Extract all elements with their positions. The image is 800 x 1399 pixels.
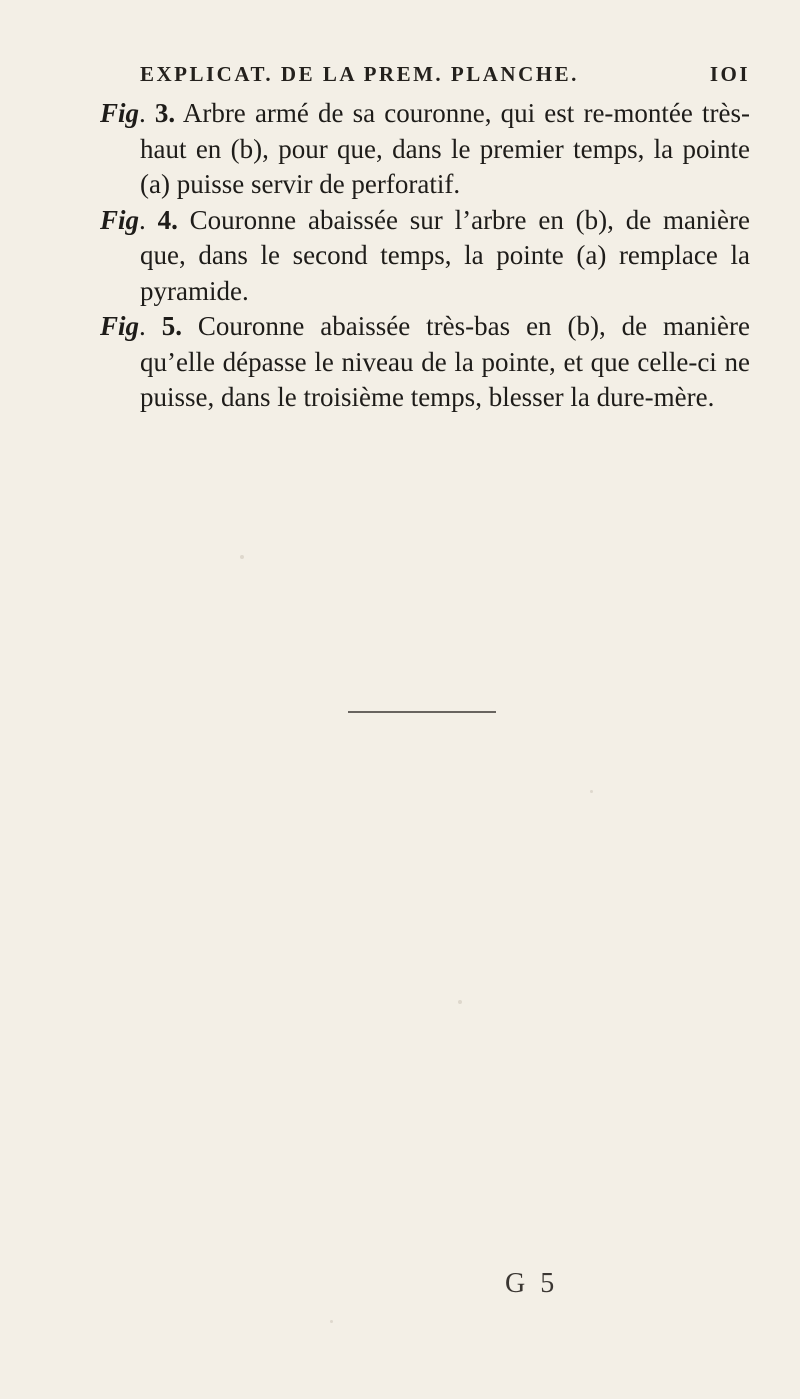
paper-speck <box>330 1320 333 1323</box>
fig-number: 5. <box>161 311 182 341</box>
fig-description: Arbre armé de sa couronne, qui est re-montée très-haut en (b), pour que, dans le premier temps, la pointe (a) puisse servir de perforatif. <box>140 98 751 199</box>
figure-entry-5: Fig. 5. Couronne abaissée très-bas en (b), de manière qu’elle dépasse le niveau de la pointe, et que celle-ci ne puisse, dans le troisième temps, blesser la dure-mère. <box>100 311 751 412</box>
paper-speck <box>240 555 244 559</box>
page-body <box>100 96 750 416</box>
fig-label: Fig <box>100 98 140 128</box>
paper-speck <box>590 790 593 793</box>
page-header <box>140 62 750 87</box>
running-title: EXPLICAT. DE LA PREM. PLANCHE. <box>140 62 579 86</box>
printer-signature-mark: G 5 <box>505 1268 559 1299</box>
section-rule <box>348 711 496 713</box>
page-number: IOI <box>709 62 750 86</box>
fig-label: Fig <box>100 311 140 341</box>
fig-description: Couronne abaissée sur l’arbre en (b), de manière que, dans le second temps, la pointe (a) remplace la pyramide. <box>140 204 750 306</box>
figure-entry-4: Fig. 4. Couronne abaissée sur l’arbre en (b), de manière que, dans le second temps, la pointe (a) remplace la pyramide. <box>100 204 750 306</box>
fig-number: 3. <box>154 98 176 128</box>
paper-speck <box>458 1000 462 1004</box>
fig-number: 4. <box>157 204 178 235</box>
figure-entry-3: Fig. 3. Arbre armé de sa couronne, qui est re-montée très-haut en (b), pour que, dans le premier temps, la pointe (a) puisse servir de perforatif. <box>100 98 751 199</box>
fig-description: Couronne abaissée très-bas en (b), de manière qu’elle dépasse le niveau de la pointe, et que celle-ci ne puisse, dans le troisième temps, blesser la dure-mère. <box>140 311 751 412</box>
fig-label: Fig <box>100 204 140 235</box>
